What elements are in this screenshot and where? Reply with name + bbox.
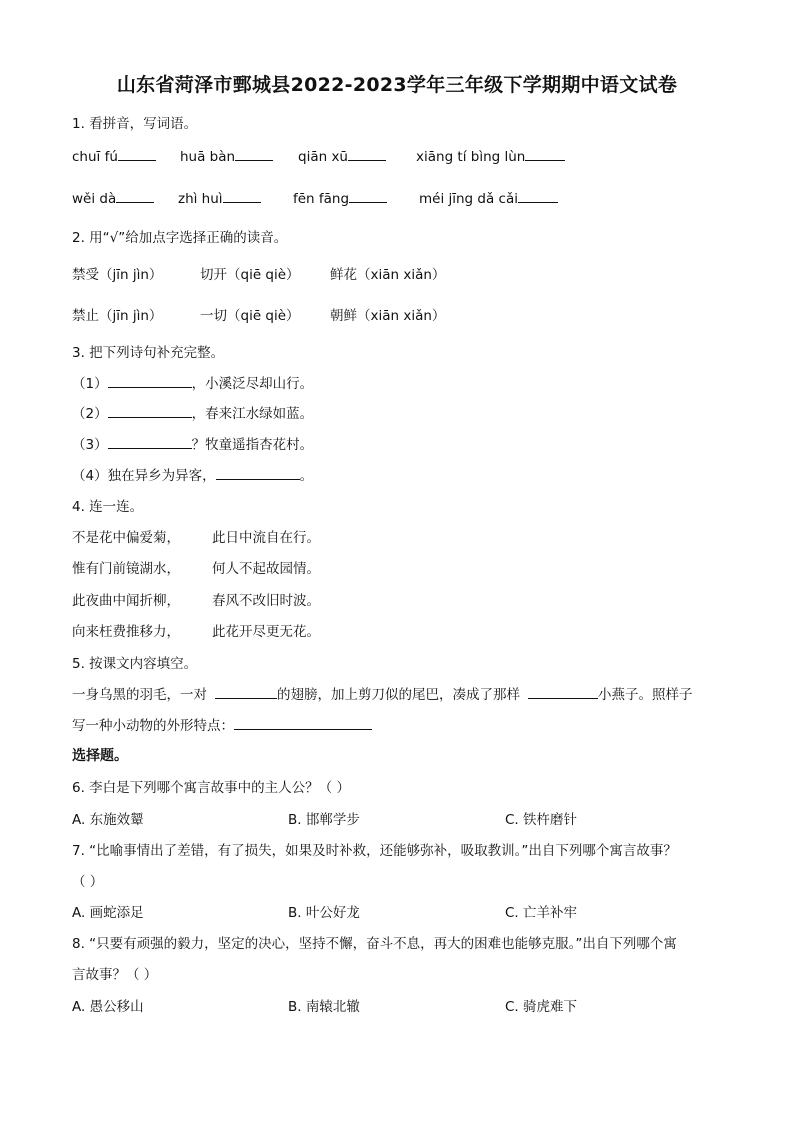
pinyin-text: huā bàn bbox=[180, 149, 236, 165]
q8-option-a[interactable]: A. 愚公移山 bbox=[72, 999, 144, 1015]
q3-item-text: ，小溪泛尽却山行。 bbox=[191, 376, 314, 392]
q8-option-b[interactable]: B. 南辕北辙 bbox=[288, 999, 360, 1015]
q3-item bbox=[72, 402, 313, 422]
q7-option-a[interactable]: A. 画蛇添足 bbox=[72, 905, 144, 921]
pinyin-text: wěi dà bbox=[72, 191, 117, 207]
q2-option[interactable]: 切开（qiē qiè） bbox=[200, 267, 300, 283]
q3-item-text: ？牧童遥指杏花村。 bbox=[191, 437, 314, 453]
q8-option-c[interactable]: C. 骑虎难下 bbox=[505, 999, 578, 1015]
section-heading: 选择题。 bbox=[72, 748, 128, 764]
q8-prompt: 8. “只要有顽强的毅力，坚定的决心，坚持不懈，奋斗不息，再大的困难也能够克服。”出自下列哪个寓 bbox=[72, 936, 677, 952]
q4-left-item[interactable]: 此夜曲中闻折柳， bbox=[72, 593, 180, 609]
pinyin-text: fēn fāng bbox=[293, 191, 350, 207]
q1-item bbox=[180, 148, 273, 165]
q2-option[interactable]: 禁止（jīn jìn） bbox=[72, 308, 163, 324]
q4-right-item[interactable]: 此花开尽更无花。 bbox=[212, 624, 320, 640]
pinyin-text: zhì huì bbox=[178, 191, 223, 207]
q5-prompt: 5. 按课文内容填空。 bbox=[72, 656, 198, 672]
answer-blank[interactable] bbox=[525, 148, 565, 161]
q3-item-prefix: （2） bbox=[72, 406, 108, 422]
answer-blank[interactable] bbox=[349, 190, 387, 203]
q7-prompt-cont: （ ） bbox=[72, 874, 104, 890]
q4-right-item[interactable]: 春风不改旧时波。 bbox=[212, 593, 320, 609]
q1-item bbox=[416, 148, 565, 165]
q3-item bbox=[72, 464, 313, 484]
q4-prompt: 4. 连一连。 bbox=[72, 499, 144, 515]
q6-option-b[interactable]: B. 邯郸学步 bbox=[288, 812, 360, 828]
pinyin-text: xiāng tí bìng lùn bbox=[416, 149, 526, 165]
pinyin-text: qiān xū bbox=[298, 149, 348, 165]
answer-blank[interactable] bbox=[108, 405, 192, 418]
q6-prompt: 6. 李白是下列哪个寓言故事中的主人公？（ ） bbox=[72, 780, 350, 796]
exam-title: 山东省菏泽市鄄城县2022-2023学年三年级下学期期中语文试卷 bbox=[116, 74, 678, 96]
q5-text: 的翅膀，加上剪刀似的尾巴，凑成了那样 bbox=[277, 687, 520, 703]
q3-item-text: 。 bbox=[299, 468, 314, 484]
q5-line1 bbox=[72, 683, 693, 703]
q4-left-item[interactable]: 不是花中偏爱菊， bbox=[72, 530, 180, 546]
q5-line2 bbox=[72, 714, 372, 734]
q4-right-item[interactable]: 此日中流自在行。 bbox=[212, 530, 320, 546]
q3-item bbox=[72, 372, 313, 392]
q2-option[interactable]: 鲜花（xiān xiǎn） bbox=[330, 267, 446, 283]
q3-item-prefix: （4）独在异乡为异客， bbox=[72, 468, 216, 484]
q7-prompt: 7. “比喻事情出了差错，有了损失，如果及时补救，还能够弥补，吸取教训。”出自下列哪个寓言故事？ bbox=[72, 843, 677, 859]
q3-item-prefix: （3） bbox=[72, 437, 108, 453]
q6-option-a[interactable]: A. 东施效颦 bbox=[72, 812, 144, 828]
q1-item bbox=[419, 190, 558, 207]
answer-blank[interactable] bbox=[108, 436, 192, 449]
q1-item bbox=[72, 190, 154, 207]
q4-left-item[interactable]: 向来枉费推移力， bbox=[72, 624, 180, 640]
q8-prompt-cont: 言故事？（ ） bbox=[72, 967, 158, 983]
q1-prompt: 1. 看拼音，写词语。 bbox=[72, 116, 198, 132]
q5-text: 写一种小动物的外形特点： bbox=[72, 718, 234, 734]
q6-option-c[interactable]: C. 铁杵磨针 bbox=[505, 812, 578, 828]
q2-option[interactable]: 禁受（jīn jìn） bbox=[72, 267, 163, 283]
q5-text: 小燕子。照样子 bbox=[598, 687, 693, 703]
q4-right-item[interactable]: 何人不起故园情。 bbox=[212, 561, 320, 577]
q3-item-text: ，春来江水绿如蓝。 bbox=[191, 406, 314, 422]
q3-item bbox=[72, 433, 313, 453]
q1-item bbox=[293, 190, 387, 207]
answer-blank[interactable] bbox=[108, 375, 192, 388]
pinyin-text: chuī fú bbox=[72, 149, 118, 165]
answer-blank[interactable] bbox=[518, 190, 558, 203]
q1-item bbox=[72, 148, 156, 165]
answer-blank[interactable] bbox=[116, 190, 154, 203]
q4-left-item[interactable]: 惟有门前镜湖水， bbox=[72, 561, 180, 577]
answer-blank[interactable] bbox=[235, 148, 273, 161]
answer-blank[interactable] bbox=[223, 190, 261, 203]
q7-option-b[interactable]: B. 叶公好龙 bbox=[288, 905, 360, 921]
q3-item-prefix: （1） bbox=[72, 376, 108, 392]
answer-blank[interactable] bbox=[348, 148, 386, 161]
q1-item bbox=[178, 190, 261, 207]
answer-blank[interactable] bbox=[528, 686, 598, 699]
answer-blank[interactable] bbox=[215, 686, 277, 699]
q1-item bbox=[298, 148, 386, 165]
q5-text: 一身乌黑的羽毛，一对 bbox=[72, 687, 207, 703]
q2-option[interactable]: 朝鲜（xiān xiǎn） bbox=[330, 308, 446, 324]
answer-blank[interactable] bbox=[216, 467, 300, 480]
q7-option-c[interactable]: C. 亡羊补牢 bbox=[505, 905, 578, 921]
q2-option[interactable]: 一切（qiē qiè） bbox=[200, 308, 300, 324]
answer-blank[interactable] bbox=[234, 717, 372, 730]
q3-prompt: 3. 把下列诗句补充完整。 bbox=[72, 345, 225, 361]
q2-prompt: 2. 用“√”给加点字选择正确的读音。 bbox=[72, 230, 288, 246]
answer-blank[interactable] bbox=[118, 148, 156, 161]
pinyin-text: méi jīng dǎ cǎi bbox=[419, 191, 518, 207]
